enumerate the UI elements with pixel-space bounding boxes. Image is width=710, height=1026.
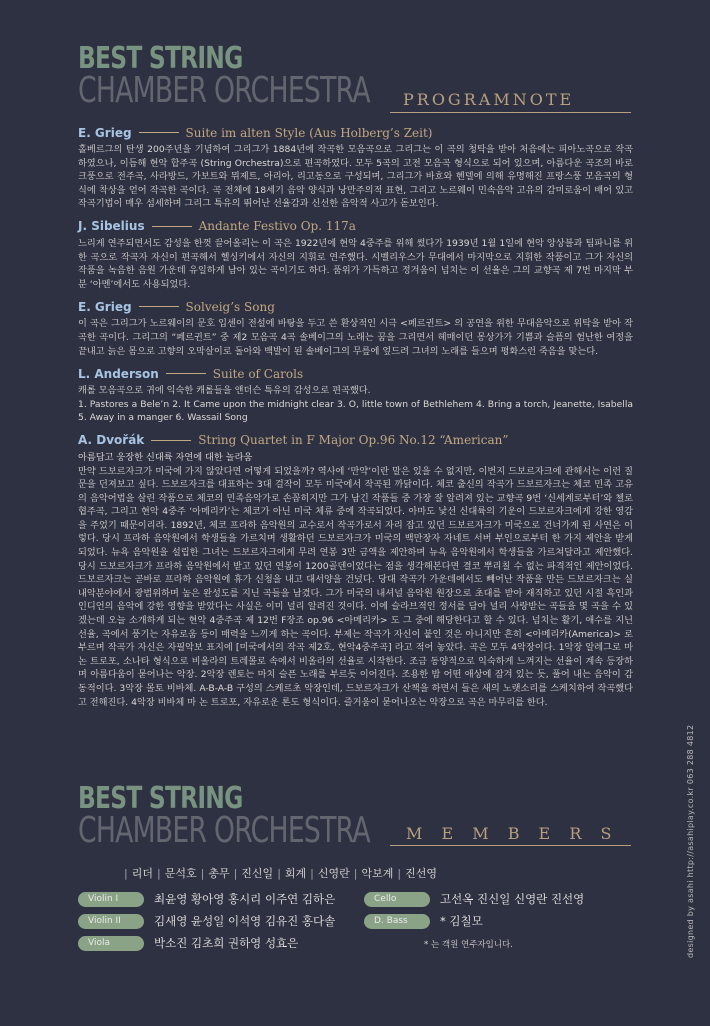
role-separator: | — [397, 867, 402, 880]
piece-subtitle: 아름답고 웅장한 신대륙 자연에 대한 놀라움 — [78, 451, 253, 463]
work-title: Suite of Carols — [212, 366, 304, 381]
program-piece — [78, 124, 633, 211]
work-title: Andante Festivo Op. 117a — [198, 219, 356, 234]
composer-name: E. Grieg — [78, 299, 132, 314]
role-separator: | — [353, 867, 358, 880]
member-row-viola — [78, 935, 298, 951]
heading-dash — [152, 226, 192, 227]
description-paragraph: 1. Pastores a Bele’n 2. It Came upon the midnight clear 3. O, little town of Bethlehem 4. Bring a torch, Jeanette, Isabella 5. Away in a manger 6. Wassail Song — [78, 398, 633, 424]
logo-line-1: BEST STRING — [78, 781, 243, 816]
composer-name: J. Sibelius — [78, 219, 145, 234]
heading-dash — [166, 373, 206, 374]
role-separator: | — [310, 867, 314, 880]
role-separator: | — [233, 867, 238, 880]
section-badge: D. Bass — [364, 914, 430, 929]
member-names: 고선옥 진신일 신영란 진선영 — [440, 892, 585, 906]
piece-description — [78, 465, 633, 710]
role-title: 리더 — [131, 867, 153, 880]
member-names: 박소진 김초희 권하영 성효은 — [154, 936, 299, 950]
composer-name: L. Anderson — [78, 366, 159, 381]
member-names: * 김칠모 — [440, 914, 483, 928]
member-row-cello — [364, 891, 584, 907]
member-row-violin-1 — [78, 891, 335, 907]
role-separator: | — [156, 867, 161, 880]
heading-dash — [139, 132, 179, 133]
description-paragraph: 느리게 연주되면서도 감성을 한껏 끌어올리는 이 곡은 1922년에 현악 4중주를 위해 썼다가 1939년 1월 1일에 현악 앙상블과 팀파니를 위한 곡으로 작곡자 자신이 편곡해서 헬싱키에서 자신의 지휘로 연주했다. 시벨리우스가 무대에서 마지막으로 지휘한 작품이고 그가 자신의 작품을 녹음한 음원 가운데 유일하게 남아 있는 곡이기도 하다. 품위가 가득하고 정겨움이 넘치는 이 선율은 그의 교향곡 제 7번 마지막 부분 ‘아멘’에서도 사용되었다. — [78, 237, 633, 290]
role-separator: | — [200, 867, 205, 880]
piece-heading — [78, 432, 633, 449]
logo-line-1: BEST STRING — [78, 41, 243, 76]
program-piece — [78, 432, 633, 709]
piece-heading — [78, 365, 633, 382]
role-holder-name: 진선영 — [405, 867, 437, 880]
role-holder-name: 문석호 — [164, 867, 197, 880]
member-names: 김새영 윤성일 이석영 김유진 홍다솔 — [154, 914, 336, 928]
section-badge: Violin II — [78, 914, 144, 929]
designer-credit: designed by asahi http://asahiplay.co.kr 063 288 4812 — [686, 724, 695, 958]
piece-description — [78, 317, 633, 358]
section-badge: Cello — [364, 892, 430, 907]
description-paragraph: 이 곡은 그리그가 노르웨이의 문호 입센이 전설에 바탕을 두고 쓴 환상적인 시극 <페르귄트> 의 공연을 위한 무대음악으로 위탁을 받아 작곡한 곡이다. 그리그의 “페르귄트” 중 제2 모음곡 4곡 솔베이그의 노래는 꿈을 그리면서 헤매이던 몽상가가 기쁨과 슬픔의 험난한 여정을 끝내고 늙은 몸으로 고향의 오막살이로 돌아와 백발이 된 솔베이그의 무릎에 엎드려 그녀의 노래를 들으며 평화스런 죽음을 맞는다. — [78, 318, 633, 357]
description-paragraph: 캐롤 모음곡으로 귀에 익숙한 캐롤들을 앤더슨 특유의 감성으로 편곡했다. — [78, 385, 371, 397]
program-piece — [78, 298, 633, 358]
heading-dash — [139, 306, 179, 307]
role-separator: | — [124, 867, 128, 880]
roles-line — [120, 865, 437, 881]
program-notes — [78, 124, 633, 716]
role-holder-name: 신영란 — [317, 867, 350, 880]
guest-note: * 는 객원 연주자입니다. — [424, 940, 513, 950]
role-title: 총무 — [208, 867, 230, 880]
piece-heading — [78, 124, 633, 141]
piece-heading — [78, 298, 633, 315]
piece-description — [78, 237, 633, 291]
piece-description — [78, 143, 633, 211]
composer-name: E. Grieg — [78, 125, 132, 140]
section-title-underline — [390, 112, 631, 113]
heading-dash — [151, 440, 191, 441]
member-row-violin-2 — [78, 913, 335, 929]
member-names: 최윤영 황아영 홍시리 이주연 김하은 — [154, 892, 336, 906]
role-title: 악보계 — [361, 867, 394, 880]
piece-description — [78, 384, 633, 425]
section-badge: Violin I — [78, 892, 144, 907]
logo-line-2: CHAMBER ORCHESTRA — [78, 70, 370, 111]
section-title-members: M E M B E R S — [406, 824, 619, 843]
role-holder-name: 진신일 — [241, 867, 274, 880]
logo-line-2: CHAMBER ORCHESTRA — [78, 810, 370, 851]
members-title-underline — [390, 845, 631, 846]
composer-name: A. Dvořák — [78, 433, 145, 448]
section-title-programnote: PROGRAMNOTE — [403, 90, 575, 109]
work-title: Suite im alten Style (Aus Holberg’s Zeit) — [185, 125, 433, 140]
description-paragraph: 홀베르그의 탄생 200주년을 기념하여 그리그가 1884년에 작곡한 모음곡으로 그리그는 이 곡의 청탁을 받아 처음에는 피아노곡으로 작곡하였으나, 이듬해 현악 합주곡 (String Orchestra)으로 편곡하였다. 모두 5곡의 고전 모음곡 형식으로 되어 있으며, 아름다운 곡조의 바로크풍으로 전주곡, 사라방드, 가보트와 뮈제트, 아리아, 리고동으로 구성되며, 그리그가 바흐와 헨델에 의해 유명해진 프랑스풍 모음곡의 형식에 착상을 얻어 작곡한 곡이다. 곡 전체에 18세기 음악 양식과 낭만주의적 표현, 그리고 노르웨이 민속음악 고유의 감미로움이 배어 있고 작곡기법이 매우 섬세하며 그리그 특유의 뛰어난 선율감과 신선한 음악적 사고가 돋보인다. — [78, 144, 633, 210]
description-paragraph: 만약 드보르자크가 미국에 가지 않았다면 어떻게 되었을까? 역사에 ‘만약’이란 말은 있을 수 없지만, 이번지 드보르자크에 관해서는 이런 질문을 던져보고 싶다. 드보르자크를 대표하는 3대 걸작이 모두 미국에서 작곡된 까닭이다. 체코 출신의 작곡가 드보르자크는 체코 민족 고유의 음악어법을 살린 작품으로 체코의 민족음악가로 손꼽히지만 그가 남긴 작품들 중 가장 잘 알려져 있는 교향곡 9번 ‘신세계로부터’와 첼로 협주곡, 그리고 현악 4중주 ‘아메리카’는 체코가 아닌 미국 체류 중에 작곡되었다. 아마도 낯선 신대륙의 기운이 드보르자크에게 강한 영감을 주었기 때문이리라. 1892년, 체코 프라하 음악원의 교수로서 작곡가로서 자리 잡고 있던 드보르자크가 미국으로 건너가게 된 사연은 이렇다. 당시 프라하 음악원에서 학생들을 가르치며 생활하던 드보르자크가 미국의 백만장자 자네트 서버 부인으로부터 한 가지 제안을 받게 되었다. 뉴욕 음악원을 설립한 그녀는 드보르자크에게 무려 연봉 3만 금액을 제안하며 뉴욕 음악원에서 학생들을 가르쳐달라고 제안했다. 당시 드보르자크가 프라하 음악원에서 받고 있던 연봉이 1200골덴이었다는 점을 생각해본다면 결코 뿌리칠 수 없는 파격적인 제안이었다. 드보르자크는 곧바로 프라하 음악원에 휴가 신청을 내고 대서양을 건넜다. 당대 작곡가 가운데에서도 빼어난 작품을 만든 드보르자크는 실내악분야에서 광범위하며 높은 완성도를 지닌 곡들을 남겼다. 그가 미국의 내셔널 음악원 원장으로 초대를 받아 재직하고 있던 시절 흑인과 인디언의 음악에 강한 영향을 받았다는 사실은 이미 널리 알려진 것이다. 이에 슬라브적인 정서를 담아 널리 사랑받는 곡들을 몇 곡을 수 있겠는데 오늘 소개하게 되는 현악 4중주곡 제 12번 F장조 op.96 <아메리카> 도 그 중에 해당한다고 할 수 있다. 넘치는 활기, 애수를 지닌 선율, 곡에서 풍기는 자유로움 등이 매력을 느끼게 하는 곡이다. 부제는 작곡가 자신이 붙인 것은 아니지만 흔히 <아메리카(America)> 로 부르며 작곡가 자신은 자필악보 표지에 [미국에서의 작곡 제2호, 현악4중주곡] 라고 적어 놓았다. 곡은 모두 4악장이다. 1악장 알레그로 마 논 트로포, 소나타 형식으로 비올라의 트레몰로 속에서 비올라의 선율로 시작한다. 조금 동양적으로 익숙하게 느껴지는 선율이 계속 등장하며 아름다움이 묻어나는 악장. 2악장 렌토는 마치 슬픈 노래를 부르듯 이어진다. 조용한 밤 어떤 애상에 잠겨 있는 듯, 풀어 내는 음악이 감동적이다. 3악장 몰토 비바체. A-B-A-B 구성의 스케르초 악장인데, 드보르자크가 산책을 하면서 들은 새의 노랫소리를 스케치하여 작곡했다고 전해진다. 4악장 비바체 마 논 트로포, 자유로운 론도 형식이다. 즐거움이 묻어나오는 악장으로 곡은 마무리를 한다. — [78, 465, 633, 708]
role-separator: | — [277, 867, 281, 880]
piece-heading — [78, 218, 633, 235]
program-piece — [78, 218, 633, 291]
work-title: String Quartet in F Major Op.96 No.12 “American” — [198, 433, 509, 448]
member-row-double-bass — [364, 913, 483, 929]
work-title: Solveig’s Song — [185, 299, 275, 314]
role-title: 회계 — [284, 867, 307, 880]
section-badge: Viola — [78, 936, 144, 951]
program-piece — [78, 365, 633, 425]
